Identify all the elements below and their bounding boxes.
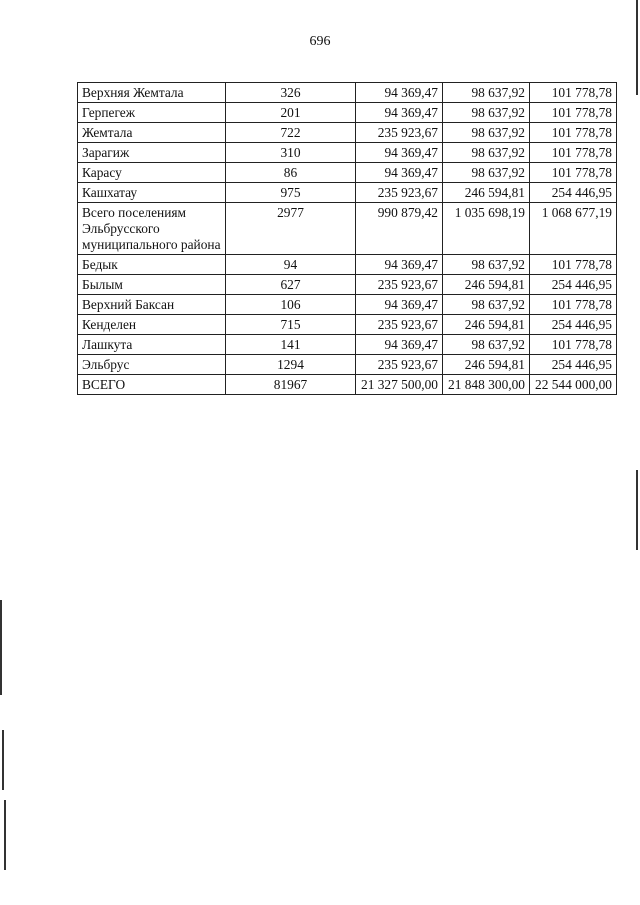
settlement-name-cell: Кашхатау: [78, 183, 226, 203]
amount-2-cell: 246 594,81: [443, 275, 530, 295]
amount-1-cell: 235 923,67: [356, 275, 443, 295]
amount-3-cell: 254 446,95: [530, 275, 617, 295]
amount-1-cell: 94 369,47: [356, 255, 443, 275]
amount-1-cell: 235 923,67: [356, 355, 443, 375]
table-row: [78, 163, 617, 183]
amount-2-cell: 98 637,92: [443, 103, 530, 123]
settlement-name-cell: Бедык: [78, 255, 226, 275]
table-row: [78, 83, 617, 103]
amount-2-cell: 98 637,92: [443, 143, 530, 163]
amount-3-cell: 254 446,95: [530, 355, 617, 375]
amount-2-cell: 246 594,81: [443, 315, 530, 335]
amount-1-cell: 235 923,67: [356, 123, 443, 143]
table-row: [78, 275, 617, 295]
population-cell: 2977: [226, 203, 356, 255]
table-row: [78, 355, 617, 375]
population-cell: 141: [226, 335, 356, 355]
population-cell: 1294: [226, 355, 356, 375]
population-cell: 201: [226, 103, 356, 123]
table-row: [78, 335, 617, 355]
amount-3-cell: 254 446,95: [530, 183, 617, 203]
amount-1-cell: 94 369,47: [356, 83, 443, 103]
amount-2-cell: 1 035 698,19: [443, 203, 530, 255]
amount-2-cell: 246 594,81: [443, 183, 530, 203]
amount-3-cell: 101 778,78: [530, 103, 617, 123]
settlement-name-cell: Былым: [78, 275, 226, 295]
table-row: [78, 143, 617, 163]
amount-3-cell: 101 778,78: [530, 123, 617, 143]
amount-3-cell: 101 778,78: [530, 143, 617, 163]
population-cell: 310: [226, 143, 356, 163]
population-cell: 106: [226, 295, 356, 315]
amount-2-cell: 98 637,92: [443, 295, 530, 315]
population-cell: 94: [226, 255, 356, 275]
population-cell: 715: [226, 315, 356, 335]
amount-1-cell: 21 327 500,00: [356, 375, 443, 395]
amount-1-cell: 94 369,47: [356, 163, 443, 183]
table-row: [78, 295, 617, 315]
population-cell: 326: [226, 83, 356, 103]
settlement-name-cell: Верхний Баксан: [78, 295, 226, 315]
settlement-name-cell: Эльбрус: [78, 355, 226, 375]
settlement-name-cell: Кенделен: [78, 315, 226, 335]
population-cell: 627: [226, 275, 356, 295]
amount-1-cell: 235 923,67: [356, 315, 443, 335]
amount-3-cell: 101 778,78: [530, 255, 617, 275]
settlement-name-cell: Герпегеж: [78, 103, 226, 123]
page-number: 696: [309, 34, 331, 49]
table-row: [78, 123, 617, 143]
amount-3-cell: 1 068 677,19: [530, 203, 617, 255]
population-cell: 722: [226, 123, 356, 143]
amount-2-cell: 21 848 300,00: [443, 375, 530, 395]
amount-2-cell: 246 594,81: [443, 355, 530, 375]
table-row: [78, 375, 617, 395]
amount-2-cell: 98 637,92: [443, 163, 530, 183]
population-cell: 81967: [226, 375, 356, 395]
table-row: [78, 103, 617, 123]
amount-2-cell: 98 637,92: [443, 335, 530, 355]
settlement-name-cell: Лашкута: [78, 335, 226, 355]
table-row: [78, 203, 617, 255]
settlement-name-cell: Жемтала: [78, 123, 226, 143]
amount-3-cell: 254 446,95: [530, 315, 617, 335]
population-cell: 86: [226, 163, 356, 183]
amount-2-cell: 98 637,92: [443, 83, 530, 103]
table-row: [78, 255, 617, 275]
settlement-name-cell: Карасу: [78, 163, 226, 183]
amount-3-cell: 101 778,78: [530, 83, 617, 103]
scan-edge-line: [636, 470, 638, 550]
budget-table: [77, 82, 617, 395]
settlement-name-cell: Верхняя Жемтала: [78, 83, 226, 103]
amount-1-cell: 94 369,47: [356, 295, 443, 315]
amount-1-cell: 235 923,67: [356, 183, 443, 203]
settlement-name-cell: Всего поселениям Эльбрусского муниципального района: [78, 203, 226, 255]
amount-3-cell: 101 778,78: [530, 335, 617, 355]
amount-3-cell: 22 544 000,00: [530, 375, 617, 395]
scan-edge-line: [4, 800, 6, 870]
amount-2-cell: 98 637,92: [443, 123, 530, 143]
population-cell: 975: [226, 183, 356, 203]
scan-edge-line: [0, 600, 2, 695]
settlement-name-cell: ВСЕГО: [78, 375, 226, 395]
scan-edge-line: [636, 0, 638, 95]
amount-1-cell: 94 369,47: [356, 103, 443, 123]
table-row: [78, 315, 617, 335]
scan-edge-line: [2, 730, 4, 790]
settlement-name-cell: Зарагиж: [78, 143, 226, 163]
amount-3-cell: 101 778,78: [530, 295, 617, 315]
amount-1-cell: 990 879,42: [356, 203, 443, 255]
amount-3-cell: 101 778,78: [530, 163, 617, 183]
table-row: [78, 183, 617, 203]
table-body: [78, 83, 617, 395]
amount-2-cell: 98 637,92: [443, 255, 530, 275]
amount-1-cell: 94 369,47: [356, 143, 443, 163]
amount-1-cell: 94 369,47: [356, 335, 443, 355]
